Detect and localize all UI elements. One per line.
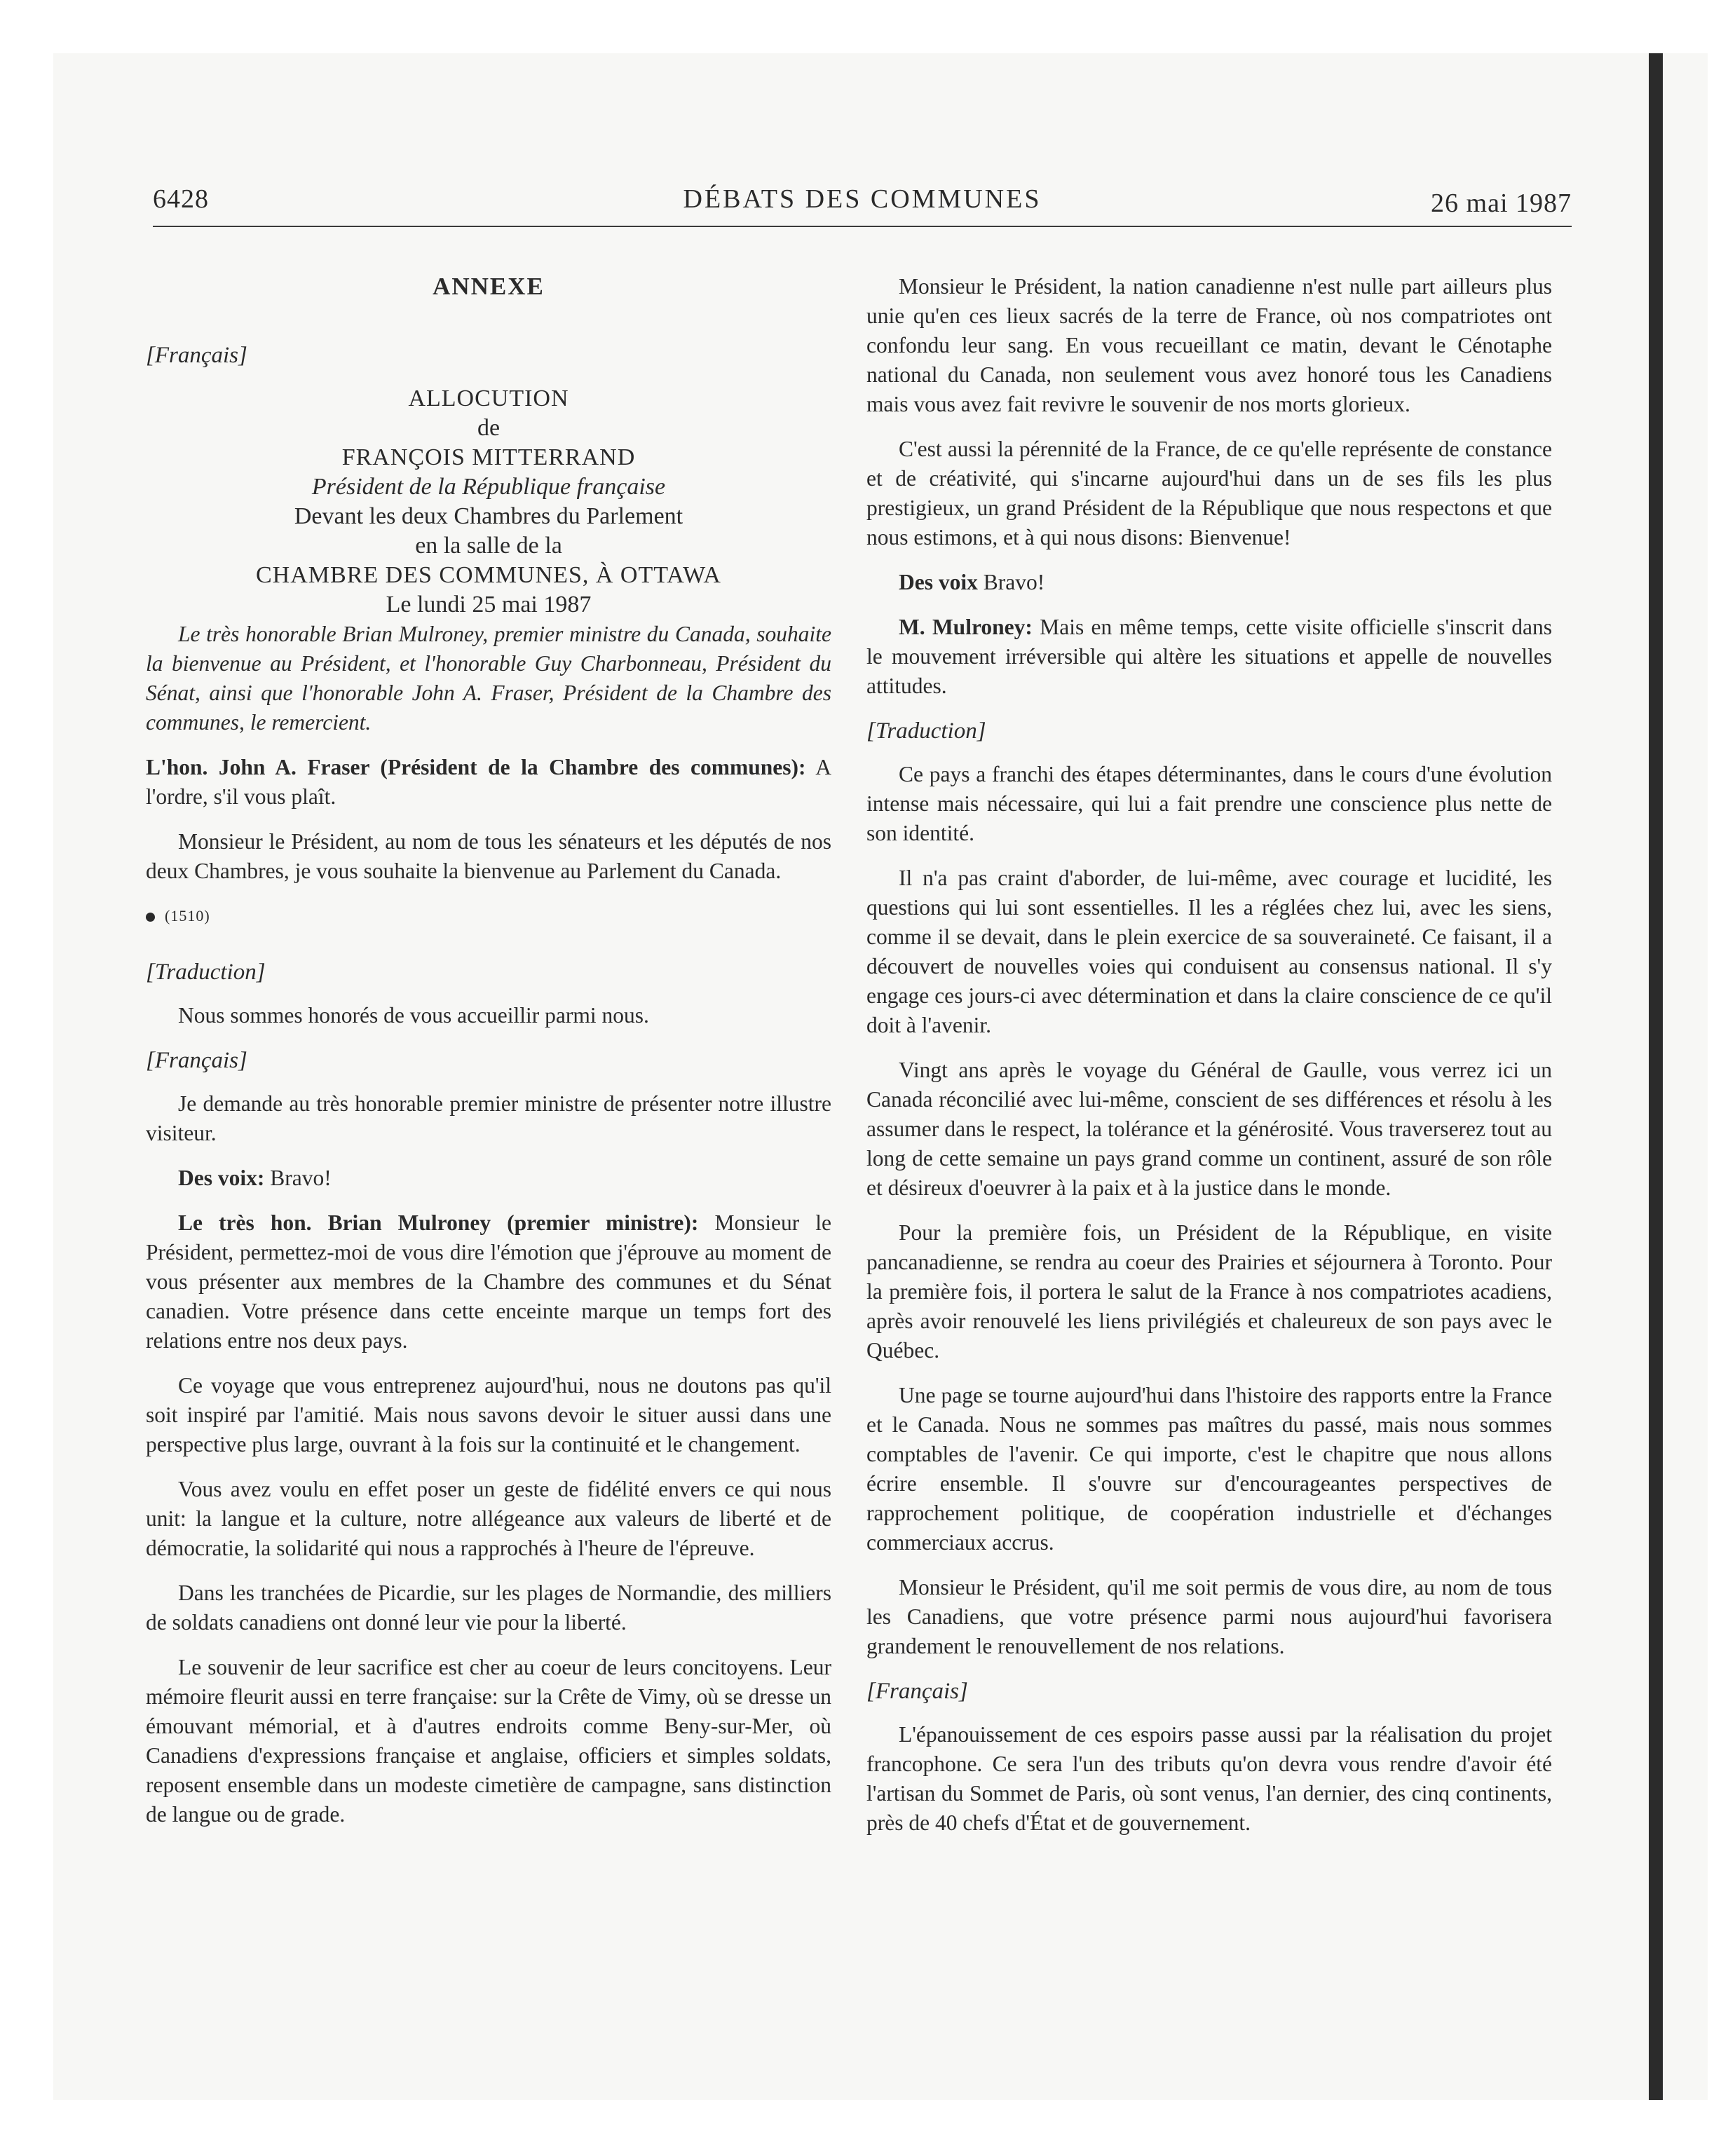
paragraph: C'est aussi la pérennité de la France, de ce qu'elle représente de constance et de créativité, qui s'incarne aujourd'hui dans un de ses fils les plus prestigieux, un grand Président de la République que nous respectons et que nous estimons, et à qui nous disons: Bienvenue! (866, 437, 1552, 550)
paragraph: Monsieur le Président, au nom de tous les sénateurs et les députés de nos deux Chambres, je vous souhaite la bienvenue au Parlement du Canada. (146, 829, 831, 883)
scan-edge-bar (1649, 53, 1663, 2100)
paragraph: Nous sommes honorés de vous accueillir parmi nous. (178, 1003, 649, 1028)
paragraph: Je demande au très honorable premier ministre de présenter notre illustre visiteur. (146, 1091, 831, 1145)
language-tag: [Traduction] (146, 960, 266, 985)
language-tag: [Français] (146, 1048, 247, 1073)
left-column (146, 272, 831, 1845)
paragraph: Ce voyage que vous entreprenez aujourd'hui, nous ne doutons pas qu'il soit inspiré par l'amitié. Mais nous savons devoir le situer aussi dans une perspective plus large, ouvrant à la fois sur la continuité et le changement. (146, 1373, 831, 1456)
paragraph: Vingt ans après le voyage du Général de Gaulle, vous verrez ici un Canada réconcilié avec lui-même, conscient de ses différences et résolu à les assumer dans le respect, la tolérance et la générosité. Vous traverserez tout au long de cette semaine un pays grand comme un continent, assuré de son rôle et désireux d'oeuvrer à la paix et à la justice dans le monde. (866, 1058, 1552, 1200)
speaker-name: Le très hon. Brian Mulroney (premier ministre): (178, 1210, 699, 1235)
speech-text: Bravo! (264, 1166, 332, 1190)
bullet-dot-icon (146, 913, 155, 922)
paragraph: Monsieur le Président, qu'il me soit permis de vous dire, au nom de tous les Canadiens, que votre présence parmi nous aujourd'hui favorisera grandement le renouvellement de nos relations. (866, 1575, 1552, 1658)
publication-title: DÉBATS DES COMMUNES (683, 184, 1042, 214)
speech-voices (146, 1164, 831, 1193)
place: en la salle de la (415, 533, 562, 559)
occasion: Devant les deux Chambres du Parlement (294, 503, 683, 529)
paragraph: Monsieur le Président, la nation canadienne n'est nulle part ailleurs plus unie qu'en ces lieux sacrés de la terre de France, où nos compatriotes ont confondu leur sang. En vous recueillant ce matin, devant le Cénotaphe national du Canada, non seulement vous avez honoré tous les Canadiens mais vous avez fait revivre le souvenir de nos morts glorieux. (866, 274, 1552, 416)
page-number: 6428 (153, 184, 209, 214)
speech-mulroney (866, 613, 1552, 701)
paragraph: L'épanouissement de ces espoirs passe aussi par la réalisation du projet francophone. Ce sera l'un des tributs qu'on devra vous rendre d'avoir été l'artisan du Sommet de Paris, où sont venus, l'an dernier, des cinq continents, près de 40 chefs d'État et de gouvernement. (866, 1722, 1552, 1835)
annexe-heading: ANNEXE (433, 273, 545, 300)
page-header (153, 184, 1572, 227)
speech-text: Mais en même temps, cette visite officielle s'inscrit dans le mouvement irréversible qui altère les situations et appelle de nouvelles attitudes. (866, 615, 1552, 698)
language-tag: [Français] (866, 1679, 968, 1704)
speaker-name: M. Mulroney: (899, 615, 1033, 639)
paragraph: Dans les tranchées de Picardie, sur les plages de Normandie, des milliers de soldats canadiens ont donné leur vie pour la liberté. (146, 1581, 831, 1635)
intro-paragraph: Le très honorable Brian Mulroney, premier ministre du Canada, souhaite la bienvenue au Président, et l'honorable Guy Charbonneau, Président du Sénat, ainsi que l'honorable John A. Fraser, Président de la Chambre des communes, le remercient. (146, 622, 831, 735)
speech-text: A l'ordre, s'il vous plaît. (146, 755, 831, 809)
speaker-name: Des voix: (178, 1166, 265, 1190)
speaker-name: Des voix (899, 570, 978, 594)
speech-fraser (146, 753, 831, 812)
chamber-name: CHAMBRE DES COMMUNES, À OTTAWA (256, 562, 721, 588)
page-date: 26 mai 1987 (1431, 189, 1572, 218)
orator-name: FRANÇOIS MITTERRAND (341, 444, 636, 470)
speech-voices (866, 568, 1552, 597)
language-tag: [Français] (146, 343, 247, 368)
title-de: de (477, 415, 501, 441)
paragraph: Vous avez voulu en effet poser un geste de fidélité envers ce qui nous unit: la langue et la culture, notre allégeance aux valeurs de liberté et de démocratie, la solidarité qui nous a rapprochés à l'heure de l'épreuve. (146, 1477, 831, 1560)
speech-mulroney (146, 1208, 831, 1356)
session-date: Le lundi 25 mai 1987 (386, 592, 592, 618)
paragraph: Il n'a pas craint d'aborder, de lui-même, avec courage et lucidité, les questions qui lui sont essentielles. Il les a réglées chez lui, avec les siens, comme il se devait, dans le plein exercice de sa souveraineté. Ce faisant, il a découvert de nouvelles voies qui conduisent au consensus national. Il s'y engage ces jours-ci avec détermination et dans la claire conscience de ce qu'il doit à l'avenir. (866, 866, 1552, 1037)
speaker-name: L'hon. John A. Fraser (Président de la Chambre des communes): (146, 755, 806, 779)
allocution-title: ALLOCUTION (408, 386, 569, 411)
paragraph: Une page se tourne aujourd'hui dans l'histoire des rapports entre la France et le Canada. Nous ne sommes pas maîtres du passé, mais nous sommes comptables de l'avenir. Ce qui importe, c'est le chapitre que nous allons écrire ensemble. Il s'ouvre sur d'encourageantes perspectives de rapprochement politique, de coopération industrielle et d'échanges commerciaux accrus. (866, 1383, 1552, 1555)
speech-text: Monsieur le Président, permettez-moi de vous dire l'émotion que j'éprouve au moment de vous présenter aux membres de la Chambre des communes et du Sénat canadien. Votre présence dans cette enceinte marque un temps fort des relations entre nos deux pays. (146, 1210, 831, 1353)
speech-text: Bravo! (977, 570, 1045, 594)
paragraph: Ce pays a franchi des étapes déterminantes, dans le cours d'une évolution intense mais nécessaire, qui lui a fait prendre une conscience plus nette de son identité. (866, 762, 1552, 845)
time-marker (146, 901, 831, 931)
orator-title: Président de la République française (311, 474, 666, 500)
time-stamp: (1510) (165, 907, 210, 925)
paragraph: Pour la première fois, un Président de la République, en visite pancanadienne, se rendra au coeur des Prairies et séjournera à Toronto. Pour la première fois, il portera le salut de la France à nos compatriotes acadiens, après avoir renouvelé les liens privilégiés et chaleureux de son pays avec le Québec. (866, 1220, 1552, 1363)
title-block (146, 384, 831, 620)
right-column (866, 272, 1552, 1853)
paragraph: Le souvenir de leur sacrifice est cher au coeur de leurs concitoyens. Leur mémoire fleurit aussi en terre française: sur la Crête de Vimy, où se dresse un émouvant mémorial, et à d'autres endroits comme Beny-sur-Mer, où Canadiens d'expressions française et anglaise, officiers et simples soldats, reposent ensemble dans un modeste cimetière de campagne, sans distinction de langue ou de grade. (146, 1655, 831, 1827)
language-tag: [Traduction] (866, 718, 986, 744)
